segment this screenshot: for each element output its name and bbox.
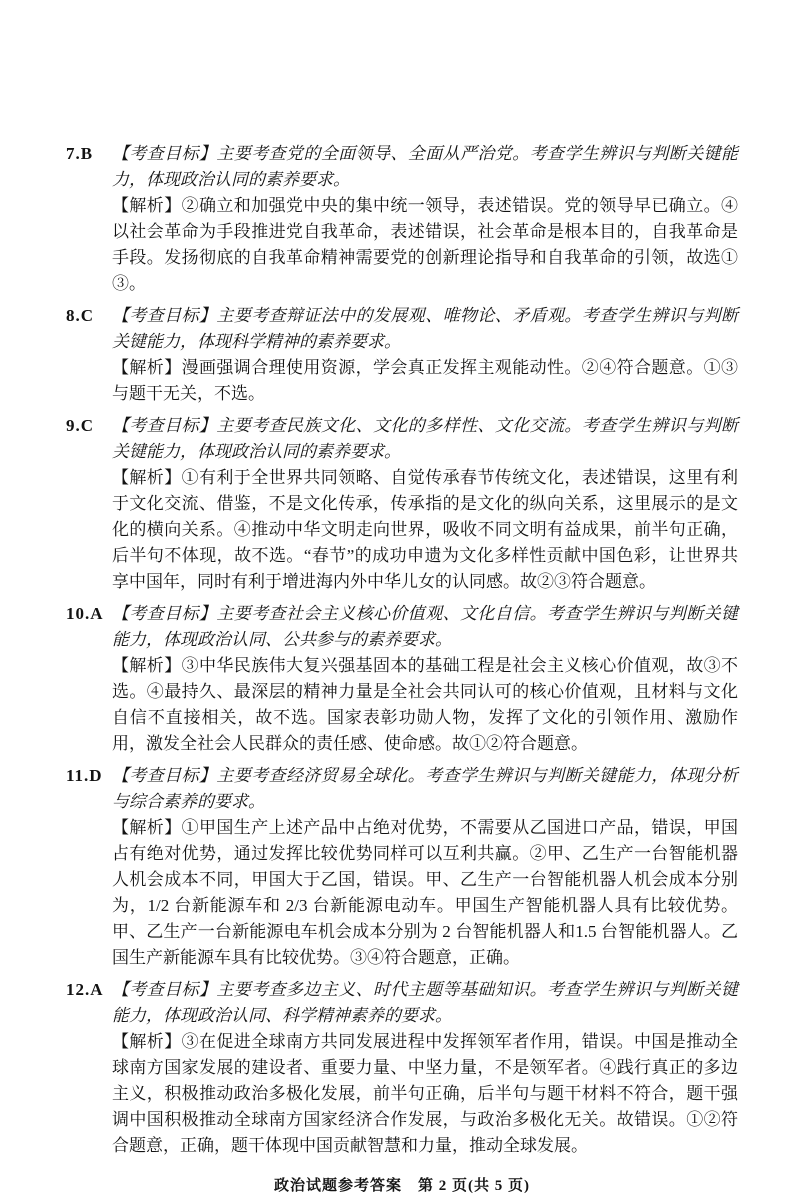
answer-item-body <box>112 303 738 407</box>
answer-item <box>66 413 738 595</box>
answer-item <box>66 763 738 971</box>
objective-paragraph: 【考查目标】主要考查社会主义核心价值观、文化自信。考查学生辨识与判断关键能力，体现政治认同、公共参与的素养要求。 <box>112 604 738 649</box>
page-footer: 政治试题参考答案 第 2 页(共 5 页) <box>274 1178 530 1194</box>
answer-item-body <box>112 413 738 595</box>
analysis-paragraph: 【解析】②确立和加强党中央的集中统一领导，表述错误。党的领导早已确立。④以社会革命为手段推进党自我革命，表述错误，社会革命是根本目的，自我革命是手段。发扬彻底的自我革命精神需要党的创新理论指导和自我革命的引领，故选①③。 <box>112 196 738 293</box>
answer-item-body <box>112 141 738 297</box>
analysis-paragraph: 【解析】③在促进全球南方共同发展进程中发挥领军者作用，错误。中国是推动全球南方国家发展的建设者、重要力量、中坚力量，不是领军者。④践行真正的多边主义，积极推动政治多极化发展，前半句正确，后半句与题干材料不符合，题干强调中国积极推动全球南方国家经济合作发展，与政治多极化无关。故错误。①②符合题意，正确，题干体现中国贡献智慧和力量，推动全球发展。 <box>112 1032 738 1155</box>
answer-item <box>66 601 738 757</box>
answer-item <box>66 303 738 407</box>
analysis-paragraph: 【解析】③中华民族伟大复兴强基固本的基础工程是社会主义核心价值观，故③不选。④最持久、最深层的精神力量是全社会共同认可的核心价值观，且材料与文化自信不直接相关，故不选。国家表彰功勋人物，发挥了文化的引领作用、激励作用，激发全社会人民群众的责任感、使命感。故①②符合题意。 <box>112 656 738 753</box>
analysis-paragraph: 【解析】漫画强调合理使用资源，学会真正发挥主观能动性。②④符合题意。①③与题干无关，不选。 <box>112 358 738 403</box>
question-number: 8.C <box>66 306 95 325</box>
objective-paragraph: 【考查目标】主要考查党的全面领导、全面从严治党。考查学生辨识与判断关键能力，体现政治认同的素养要求。 <box>112 144 738 189</box>
question-number: 7.B <box>66 144 94 163</box>
answer-item <box>66 141 738 297</box>
question-number: 9.C <box>66 416 95 435</box>
objective-paragraph: 【考查目标】主要考查经济贸易全球化。考查学生辨识与判断关键能力，体现分析与综合素养的要求。 <box>112 766 738 811</box>
answer-item-body <box>112 763 738 971</box>
question-number: 10.A <box>66 604 104 623</box>
answer-item-body <box>112 601 738 757</box>
analysis-paragraph: 【解析】①甲国生产上述产品中占绝对优势，不需要从乙国进口产品，错误，甲国占有绝对优势，通过发挥比较优势同样可以互利共赢。②甲、乙生产一台智能机器人机会成本不同，甲国大于乙国，错误。甲、乙生产一台智能机器人机会成本分别为，1/2 台新能源车和 2/3 台新能源电动车。甲国生产智能机器人具有比较优势。甲、乙生产一台新能源电车机会成本分别为 2 台智能机器人和1.5 台智能机器人。乙国生产新能源车具有比较优势。③④符合题意，正确。 <box>112 818 738 967</box>
objective-paragraph: 【考查目标】主要考查多边主义、时代主题等基础知识。考查学生辨识与判断关键能力，体现政治认同、科学精神素养的要求。 <box>112 980 738 1025</box>
objective-paragraph: 【考查目标】主要考查民族文化、文化的多样性、文化交流。考查学生辨识与判断关键能力，体现政治认同的素养要求。 <box>112 416 738 461</box>
objective-paragraph: 【考查目标】主要考查辩证法中的发展观、唯物论、矛盾观。考查学生辨识与判断关键能力，体现科学精神的素养要求。 <box>112 306 738 351</box>
analysis-paragraph: 【解析】①有利于全世界共同领略、自觉传承春节传统文化，表述错误，这里有利于文化交流、借鉴，不是文化传承，传承指的是文化的纵向关系，这里展示的是文化的横向关系。④推动中华文明走向世界，吸收不同文明有益成果，前半句正确，后半句不体现，故不选。“春节”的成功申遗为文化多样性贡献中国色彩，让世界共享中国年，同时有利于增进海内外中华儿女的认同感。故②③符合题意。 <box>112 468 738 591</box>
question-number: 12.A <box>66 980 104 999</box>
question-number: 11.D <box>66 766 103 785</box>
